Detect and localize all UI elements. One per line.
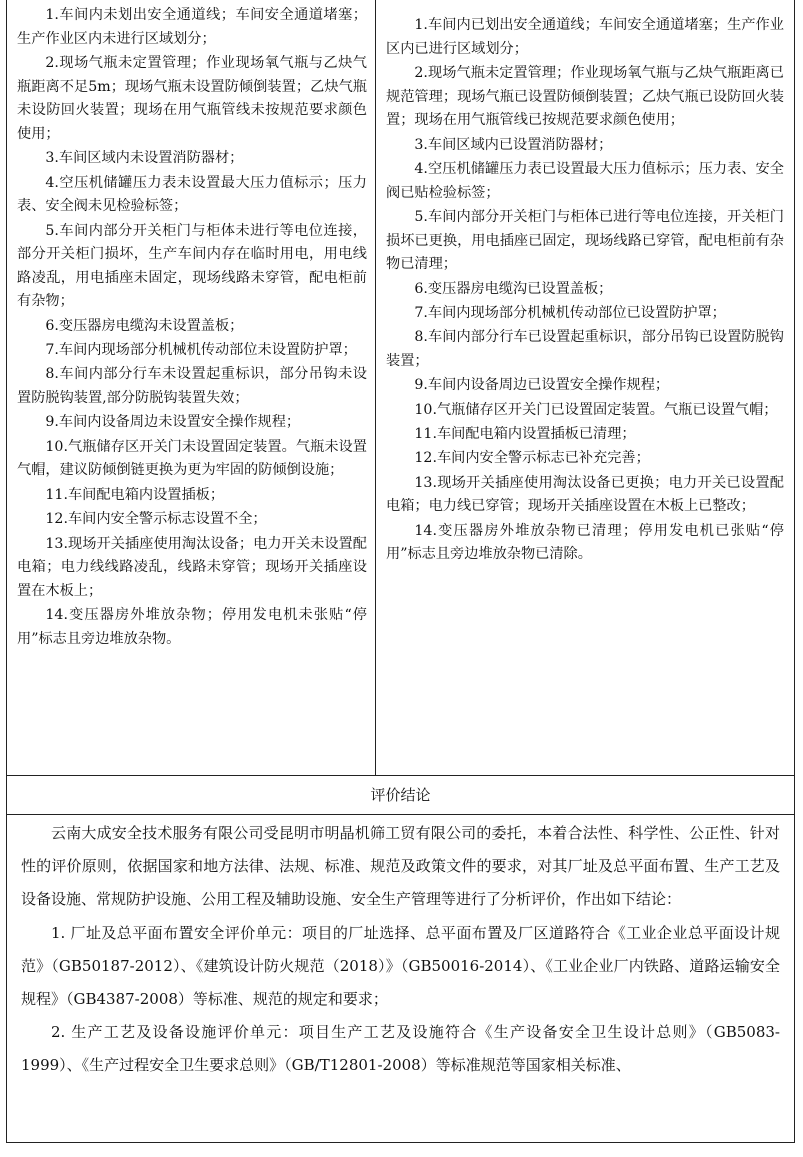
- issue-item: 12.车间内安全警示标志设置不全；: [45, 511, 267, 528]
- rectification-item: 1.车间内已划出安全通道线；车间安全通道堵塞；生产作业区内已进行区域划分；: [386, 17, 784, 57]
- rectification-item: 11.车间配电箱内设置插板已清理；: [414, 426, 636, 443]
- rectification-item: 12.车间内安全警示标志已补充完善；: [414, 450, 650, 467]
- issue-item: 4.空压机储罐压力表未设置最大压力值标示；压力表、安全阀未见检验标签；: [17, 174, 367, 215]
- conclusion-title: 评价结论: [7, 776, 794, 815]
- issue-item: 3.车间区域内未设置消防器材；: [45, 150, 244, 167]
- conclusion-paragraph: 1. 厂址及总平面布置安全评价单元：项目的厂址选择、总平面布置及厂区道路符合《工业企业总平面设计规范》（GB50187-2012）、《建筑设计防火规范（2018）》（GB50016-2014）、《工业企业厂内铁路、道路运输安全规程》（GB4387-2008）等标准、规范的规定和要求；: [21, 923, 780, 1009]
- rectification-item: 3.车间区域内已设置消防器材；: [414, 136, 613, 153]
- issue-item: 2.现场气瓶未定置管理；作业现场氧气瓶与乙炔气瓶距离不足5m；现场气瓶未设置防倾倒装置；乙炔气瓶未设防回火装置；现场在用气瓶管线未按规范要求颜色使用；: [17, 54, 367, 142]
- issue-item: 14.变压器房外堆放杂物；停用发电机未张贴“停用”标志且旁边堆放杂物。: [17, 607, 367, 647]
- comparison-section: [7, 0, 794, 776]
- issues-column: [7, 0, 376, 775]
- issue-item: 6.变压器房电缆沟未设置盖板；: [45, 317, 244, 334]
- conclusion-body: [7, 815, 794, 1083]
- rectification-item: 13.现场开关插座使用淘汰设备已更换；电力开关已设置配电箱；电力线已穿管；现场开关插座设置在木板上已整改；: [386, 474, 784, 515]
- issue-item: 11.车间配电箱内设置插板；: [45, 486, 225, 503]
- issue-item: 13.现场开关插座使用淘汰设备；电力开关未设置配电箱；电力线线路凌乱，线路未穿管；现场开关插座设置在木板上；: [17, 535, 367, 599]
- rectification-column: [376, 0, 794, 775]
- rectification-item: 9.车间内设备周边已设置安全操作规程；: [414, 377, 670, 394]
- issue-item: 5.车间内部分开关柜门与柜体未进行等电位连接，部分开关柜门损坏，生产车间内存在临时用电，用电线路凌乱，用电插座未固定，现场线路未穿管，配电柜前有杂物；: [17, 222, 367, 310]
- issue-item: 10.气瓶储存区开关门未设置固定装置。气瓶未设置气帽，建议防倾倒链更换为更为牢固的防倾倒设施；: [17, 438, 367, 479]
- conclusion-paragraph: 2. 生产工艺及设备设施评价单元：项目生产工艺及设施符合《生产设备安全卫生设计总则》（GB5083-1999）、《生产过程安全卫生要求总则》（GB/T12801-2008）等标准规范等国家相关标准、: [21, 1023, 780, 1075]
- rectification-item: 7.车间内现场部分机械机传动部位已设置防护罩；: [414, 304, 726, 321]
- rectification-item: 6.变压器房电缆沟已设置盖板；: [414, 280, 613, 297]
- rectification-item: 5.车间内部分开关柜门与柜体已进行等电位连接，开关柜门损坏已更换，用电插座已固定，现场线路已穿管，配电柜前有杂物已清理；: [386, 208, 784, 273]
- document-table: [6, 0, 795, 1143]
- rectification-item: 4.空压机储罐压力表已设置最大压力值标示；压力表、安全阀已贴检验标签；: [386, 160, 784, 201]
- issue-item: 8.车间内部分行车未设置起重标识，部分吊钩未设置防脱钩装置,部分防脱钩装置失效；: [17, 366, 367, 407]
- issue-item: 1.车间内未划出安全通道线；车间安全通道堵塞；生产作业区内未进行区域划分；: [17, 7, 367, 47]
- conclusion-paragraph: 云南大成安全技术服务有限公司受昆明市明晶机筛工贸有限公司的委托，本着合法性、科学性、公正性、针对性的评价原则，依据国家和地方法律、法规、标准、规范及政策文件的要求，对其厂址及总平面布置、生产工艺及设备设施、常规防护设施、公用工程及辅助设施、安全生产管理等进行了分析评价，作出如下结论：: [21, 824, 780, 909]
- issue-item: 9.车间内设备周边未设置安全操作规程；: [45, 414, 301, 431]
- rectification-item: 14.变压器房外堆放杂物已清理；停用发电机已张贴“停用”标志且旁边堆放杂物已清除。: [386, 522, 784, 563]
- rectification-item: 10.气瓶储存区开关门已设置固定装置。气瓶已设置气帽；: [414, 401, 778, 418]
- rectification-item: 2.现场气瓶未定置管理；作业现场氧气瓶与乙炔气瓶距离已规范管理；现场气瓶已设置防倾倒装置；乙炔气瓶已设防回火装置；现场在用气瓶管线已按规范要求颜色使用；: [386, 64, 784, 129]
- rectification-item: 8.车间内部分行车已设置起重标识，部分吊钩已设置防脱钩装置；: [386, 329, 784, 369]
- issue-item: 7.车间内现场部分机械机传动部位未设置防护罩；: [45, 342, 357, 359]
